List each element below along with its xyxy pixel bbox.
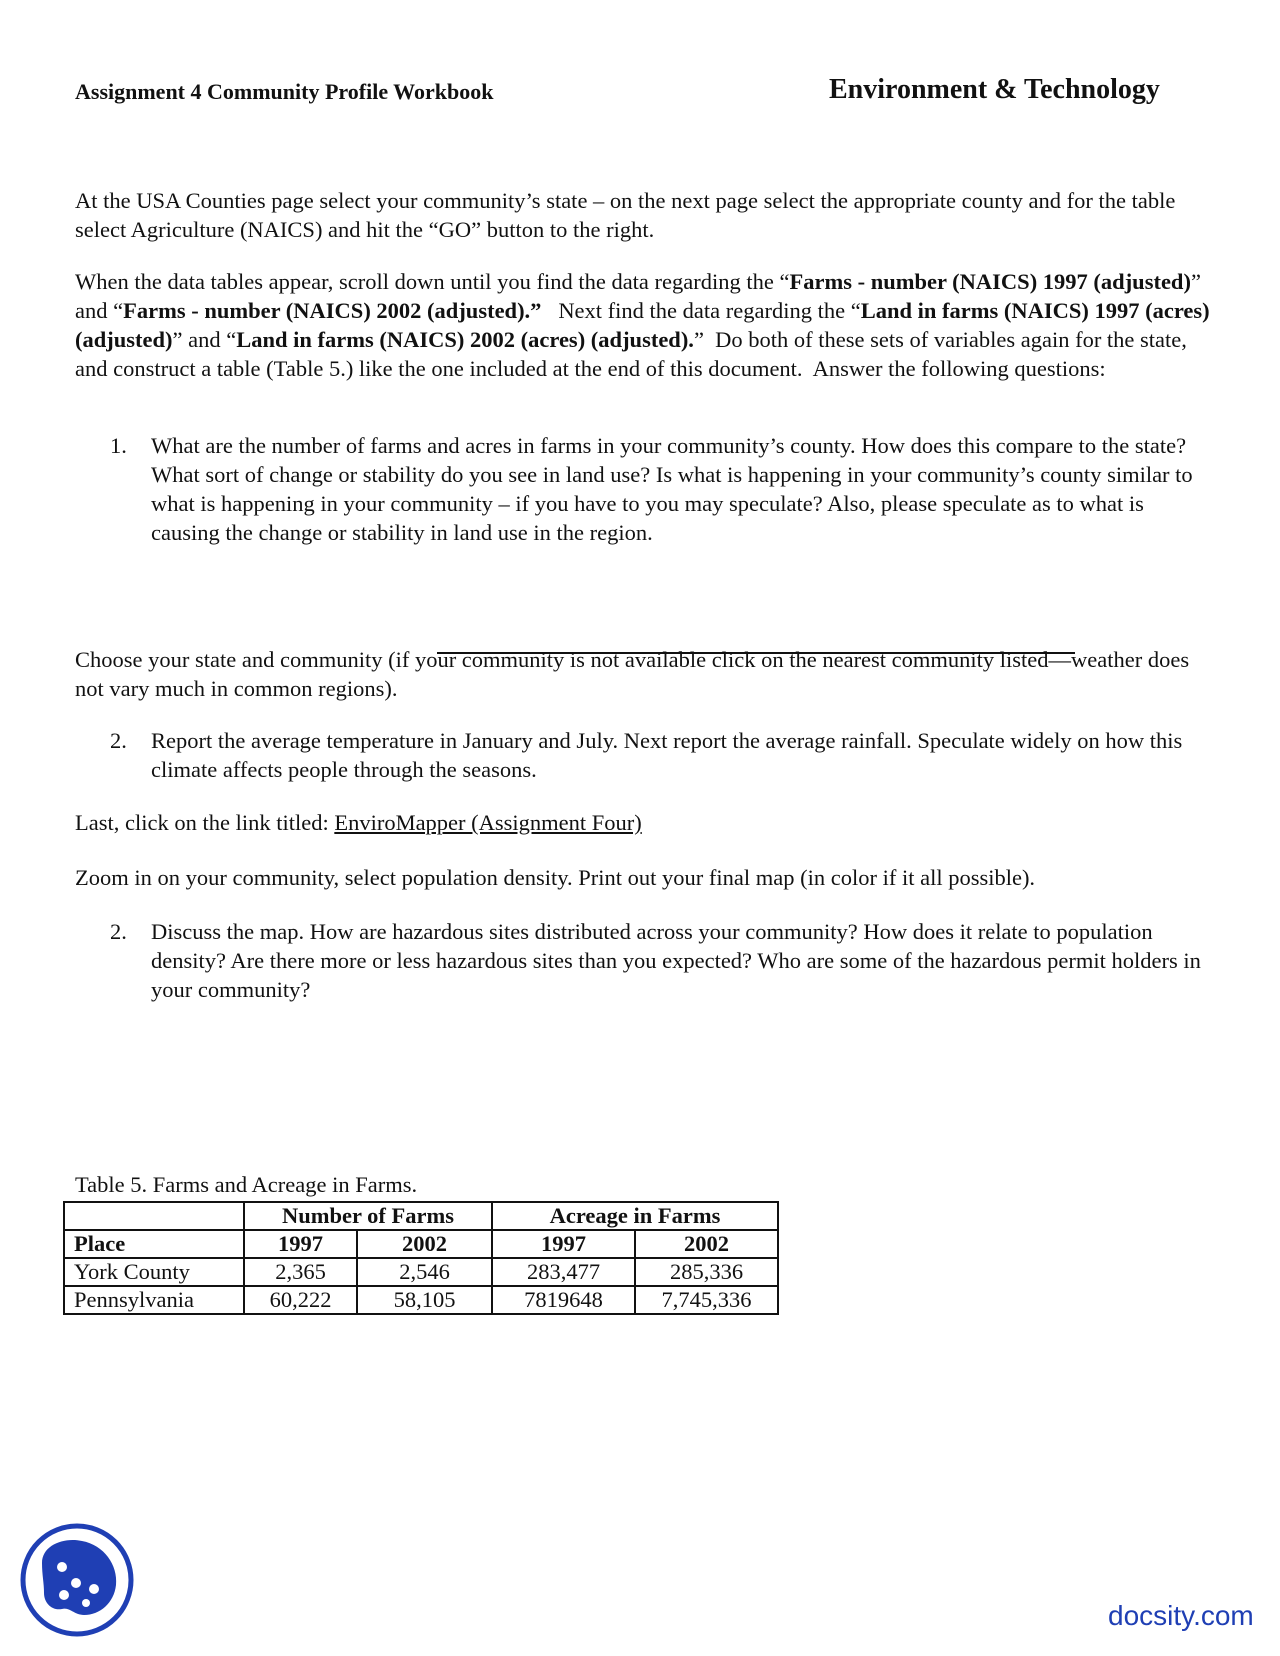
- docsity-logo-icon[interactable]: [20, 1523, 134, 1637]
- table-year-header-row: [64, 1230, 778, 1258]
- question-item: [110, 726, 1215, 784]
- question-text: Discuss the map. How are hazardous sites distributed across your community? How does it relate to population density? Are there more or less hazardous sites than you expected? Who are some of the hazardous permit holders in your community?: [151, 919, 1201, 1002]
- question-number: 2.: [110, 919, 127, 944]
- enviromapper-link[interactable]: EnviroMapper (Assignment Four): [334, 810, 642, 835]
- year-header: 1997: [244, 1230, 357, 1258]
- paragraph-instructions-tables: When the data tables appear, scroll down until you find the data regarding the “Farms - number (NAICS) 1997 (adjusted)” and “Farms - number (NAICS) 2002 (adjusted).” Next find the data regarding the “Land in farms (NAICS) 1997 (acres) (adjusted)” and “Land in farms (NAICS) 2002 (acres) (adjusted).” Do both of these sets of variables again for the state, and construct a table (Table 5.) like the one included at the end of this document. Answer the following questions:: [75, 269, 1210, 381]
- value-cell: 58,105: [357, 1286, 492, 1314]
- paragraph-choose-community: Choose your state and community (if your community is not available click on the nearest community listed—weather does not vary much in common regions).: [75, 647, 1190, 701]
- value-cell: 7,745,336: [635, 1286, 778, 1314]
- group-header-acreage-in-farms: Acreage in Farms: [492, 1202, 778, 1230]
- table-row: [64, 1286, 778, 1314]
- value-cell: 2,365: [244, 1258, 357, 1286]
- year-header: 2002: [635, 1230, 778, 1258]
- value-cell: 283,477: [492, 1258, 635, 1286]
- paragraph-zoom: Zoom in on your community, select population density. Print out your final map (in color if it all possible).: [75, 865, 1036, 890]
- value-cell: 285,336: [635, 1258, 778, 1286]
- paragraph-link: Last, click on the link titled: EnviroMapper (Assignment Four): [75, 810, 642, 835]
- table-group-header-row: [64, 1202, 778, 1230]
- question-text: What are the number of farms and acres in farms in your community’s county. How does this compare to the state? What sort of change or stability do you see in land use? Is what is happening in your community’s county similar to what is happening in your community – if you have to you may speculate? Also, please speculate as to what is causing the change or stability in land use in the region.: [151, 433, 1193, 545]
- table-caption: Table 5. Farms and Acreage in Farms.: [75, 1172, 418, 1197]
- question-item: [110, 431, 1215, 547]
- header-title: Assignment 4 Community Profile Workbook: [75, 79, 494, 104]
- year-header: 1997: [492, 1230, 635, 1258]
- farms-table: [63, 1201, 779, 1315]
- year-header: 2002: [357, 1230, 492, 1258]
- paragraph-instructions-counties: At the USA Counties page select your community’s state – on the next page select the appropriate county and for the table select Agriculture (NAICS) and hit the “GO” button to the right.: [75, 188, 1176, 242]
- table-row: [64, 1258, 778, 1286]
- place-cell: Pennsylvania: [64, 1286, 244, 1314]
- question-number: 2.: [110, 728, 127, 753]
- value-cell: 7819648: [492, 1286, 635, 1314]
- docsity-brand-link[interactable]: docsity.com: [1108, 1600, 1254, 1631]
- question-number: 1.: [110, 433, 127, 458]
- table-corner-cell: [64, 1202, 244, 1230]
- value-cell: 60,222: [244, 1286, 357, 1314]
- question-item: [110, 917, 1215, 1004]
- place-header: Place: [64, 1230, 244, 1258]
- value-cell: 2,546: [357, 1258, 492, 1286]
- place-cell: York County: [64, 1258, 244, 1286]
- question-text: Report the average temperature in January and July. Next report the average rainfall. Speculate widely on how this climate affects people through the seasons.: [151, 728, 1183, 782]
- group-header-number-of-farms: Number of Farms: [244, 1202, 492, 1230]
- header-course: Environment & Technology: [829, 74, 1160, 105]
